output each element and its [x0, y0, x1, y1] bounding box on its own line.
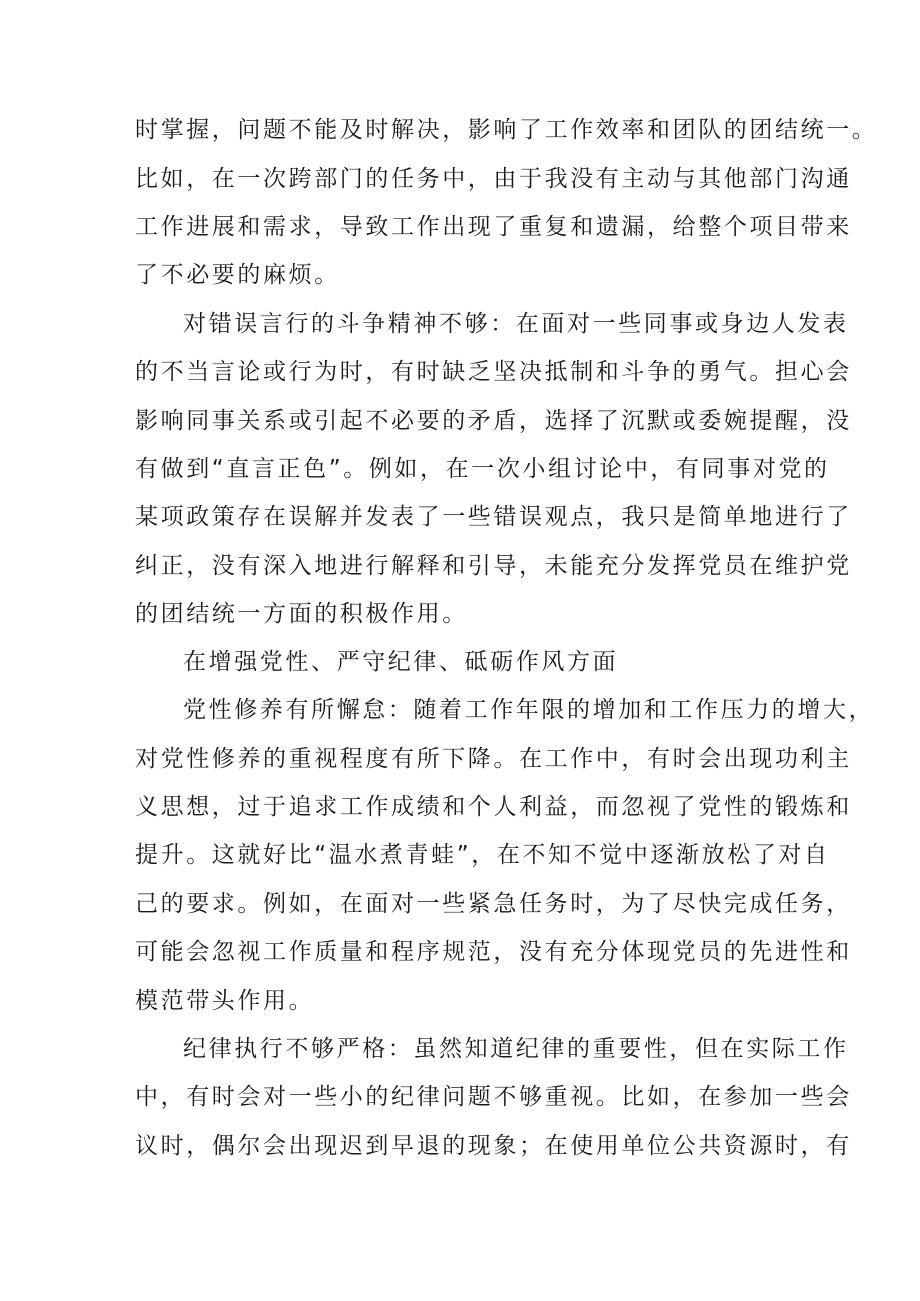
paragraph-start-line: 党性修养有所懈怠：随着工作年限的增加和工作压力的增大，: [183, 697, 875, 723]
text-line: 有做到“直言正色”。例如，在一次小组讨论中，有同事对党的: [135, 456, 830, 482]
text-line: 中，有时会对一些小的纪律问题不够重视。比如，在参加一些会: [135, 1084, 852, 1110]
text-line: 义思想，过于追求工作成绩和个人利益，而忽视了党性的锻炼和: [135, 794, 852, 820]
text-line: 了不必要的麻烦。: [135, 262, 340, 288]
text-line: 己的要求。例如，在面对一些紧急任务时，为了尽快完成任务，: [135, 891, 852, 917]
text-line: 的团结统一方面的积极作用。: [135, 601, 468, 627]
text-line: 议时，偶尔会出现迟到早退的现象；在使用单位公共资源时，有: [135, 1133, 852, 1159]
paragraph-start-line: 对错误言行的斗争精神不够：在面对一些同事或身边人发表: [183, 311, 849, 337]
paragraph-start-line: 纪律执行不够严格：虽然知道纪律的重要性，但在实际工作: [183, 1036, 849, 1062]
text-line: 影响同事关系或引起不必要的矛盾，选择了沉默或委婉提醒，没: [135, 408, 852, 434]
text-line: 纠正，没有深入地进行解释和引导，未能充分发挥党员在维护党: [135, 553, 852, 579]
text-line: 时掌握，问题不能及时解决，影响了工作效率和团队的团结统一。: [135, 117, 878, 143]
text-line: 工作进展和需求，导致工作出现了重复和遗漏，给整个项目带来: [135, 214, 852, 240]
text-line: 可能会忽视工作质量和程序规范，没有充分体现党员的先进性和: [135, 939, 852, 965]
text-line: 某项政策存在误解并发表了一些错误观点，我只是简单地进行了: [135, 504, 852, 530]
text-line: 比如，在一次跨部门的任务中，由于我没有主动与其他部门沟通: [135, 166, 852, 192]
text-line: 模范带头作用。: [135, 988, 315, 1014]
text-line: 对党性修养的重视程度有所下降。在工作中，有时会出现功利主: [135, 746, 852, 772]
text-line: 提升。这就好比“温水煮青蛙”，在不知不觉中逐渐放松了对自: [135, 842, 830, 868]
section-heading: 在增强党性、严守纪律、砥砺作风方面: [183, 649, 619, 675]
text-line: 的不当言论或行为时，有时缺乏坚决抵制和斗争的勇气。担心会: [135, 359, 852, 385]
